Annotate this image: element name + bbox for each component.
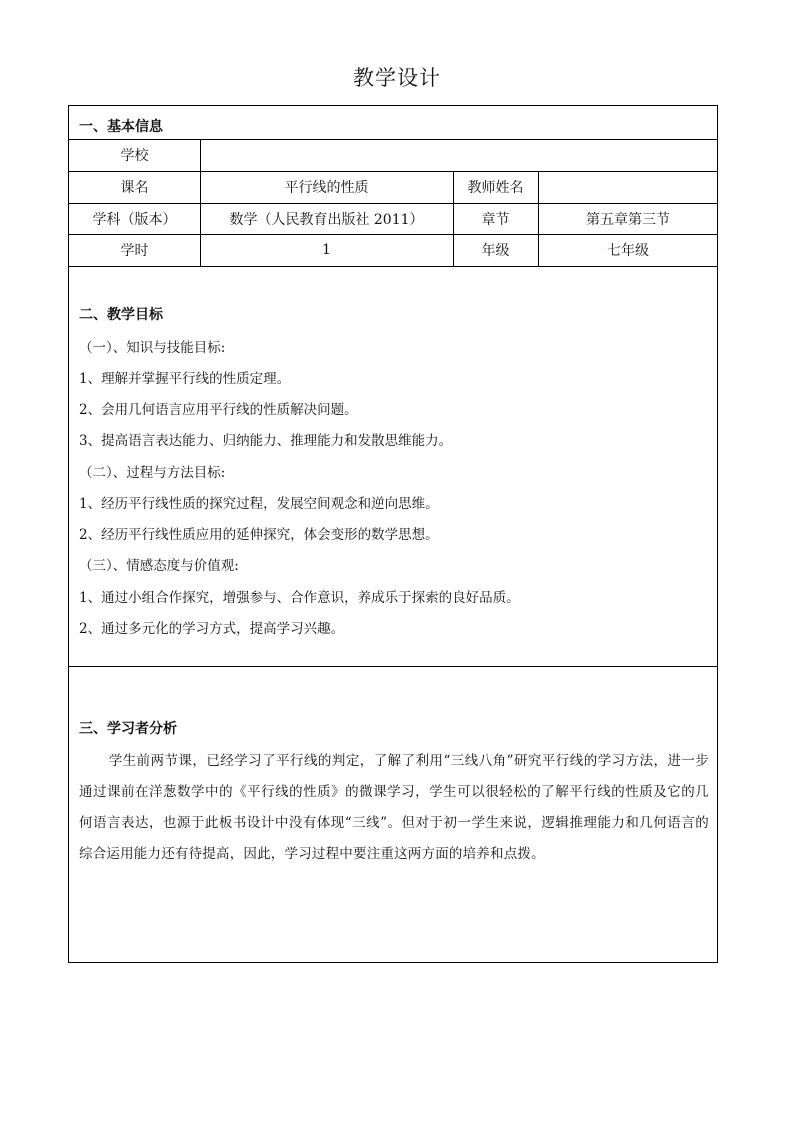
objective-line: 3、提高语言表达能力、归纳能力、推理能力和发散思维能力。 — [79, 433, 453, 449]
objective-line: 1、通过小组合作探究，增强参与、合作意识，养成乐于探索的良好品质。 — [79, 590, 520, 606]
subject-label: 学科（版本） — [92, 211, 177, 228]
subject-value: 数学（人民教育出版社 2011） — [229, 211, 424, 228]
objectives-heading: 二、教学目标 — [79, 307, 163, 323]
objective-line: （三）、情感态度与价值观: — [79, 558, 239, 574]
hours-label: 学时 — [120, 243, 149, 259]
objective-line: （一）、知识与技能目标: — [79, 340, 226, 356]
chapter-value: 第五章第三节 — [586, 211, 670, 228]
grade-label: 年级 — [481, 243, 510, 259]
teacher-value — [538, 171, 718, 203]
objective-line: （二）、过程与方法目标: — [79, 465, 226, 481]
objective-line: 1、理解并掌握平行线的性质定理。 — [79, 371, 291, 387]
school-label: 学校 — [120, 148, 149, 164]
learner-heading: 三、学习者分析 — [79, 721, 177, 737]
teacher-label: 教师姓名 — [467, 180, 524, 196]
grade-value: 七年级 — [607, 243, 649, 259]
course-label: 课名 — [120, 180, 149, 196]
document-title: 教学设计 — [353, 66, 441, 90]
hours-value: 1 — [322, 242, 331, 258]
objective-line: 2、经历平行线性质应用的延伸探究，体会变形的数学思想。 — [79, 527, 439, 543]
course-value: 平行线的性质 — [284, 180, 369, 196]
objective-line: 1、经历平行线性质的探究过程，发展空间观念和逆向思维。 — [79, 496, 439, 512]
learner-paragraph: 学生前两节课，已经学习了平行线的判定，了解了利用“三线八角”研究平行线的学习方法，进一步通过课前在洋葱数学中的《平行线的性质》的微课学习，学生可以很轻松的了解平行线的性质及它的几何语言表达，也源于此板书设计中没有体现“三线”。但对于初一学生来说，逻辑推理能力和几何语言的综合运用能力还有待提高，因此，学习过程中要注重这两方面的培养和点拨。 — [79, 753, 709, 862]
basic-info-heading: 一、基本信息 — [79, 119, 163, 135]
lesson-plan-table — [68, 105, 718, 963]
school-value — [200, 139, 718, 171]
grid-line — [69, 266, 717, 267]
section-divider — [69, 666, 717, 667]
chapter-label: 章节 — [481, 211, 510, 228]
objective-line: 2、会用几何语言应用平行线的性质解决问题。 — [79, 402, 358, 418]
objective-line: 2、通过多元化的学习方式，提高学习兴趣。 — [79, 621, 345, 637]
